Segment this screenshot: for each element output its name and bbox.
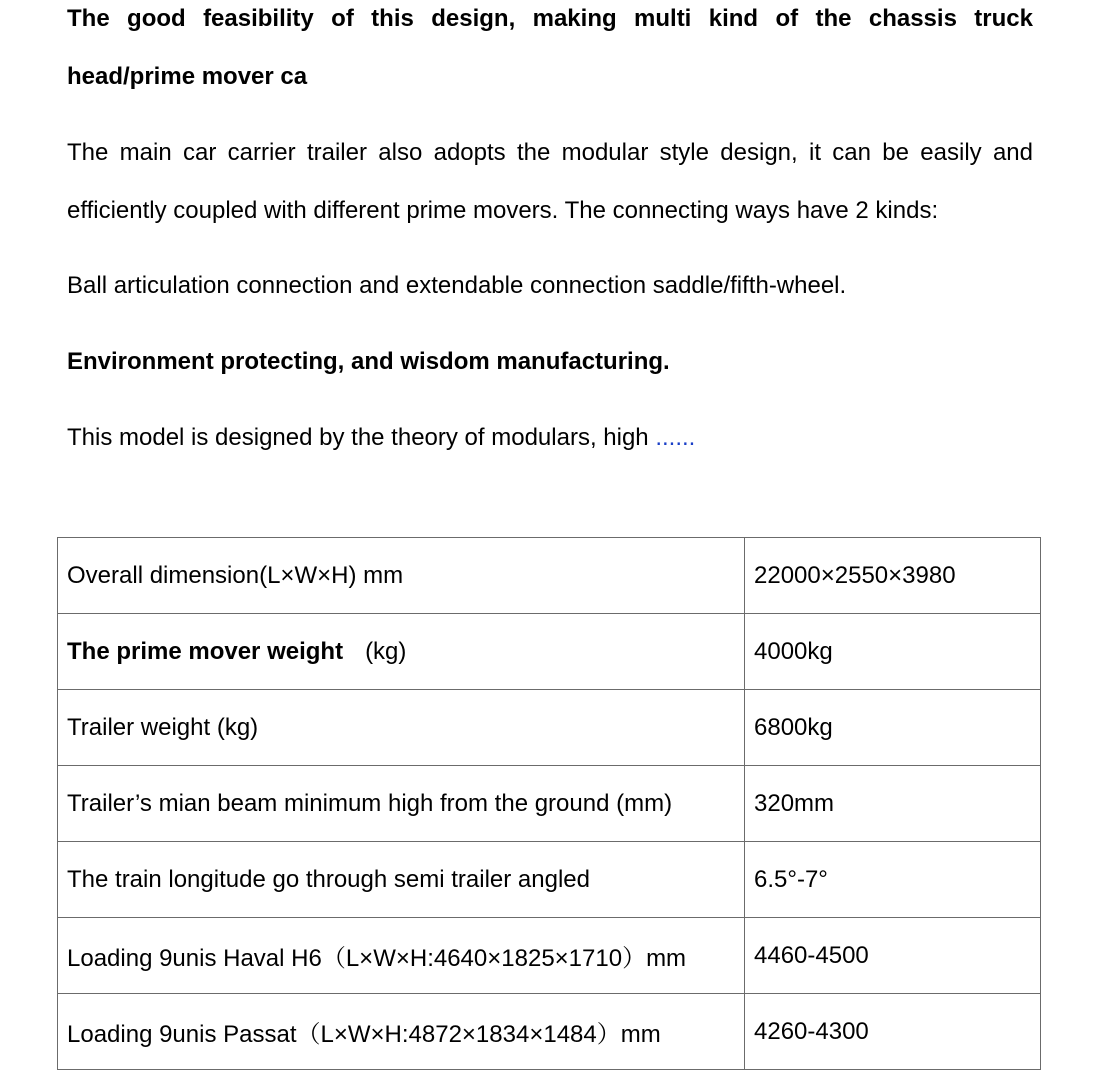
specification-table: [57, 537, 1041, 1070]
spec-value: 22000×2550×3980: [745, 538, 1041, 614]
spec-value: 4260-4300: [745, 994, 1041, 1070]
table-row: [58, 538, 1041, 614]
spec-label: The train longitude go through semi trailer angled: [58, 842, 745, 918]
spec-value: 320mm: [745, 766, 1041, 842]
spec-label-cell: [58, 614, 745, 690]
table-row: [58, 994, 1041, 1070]
spec-label: Loading 9unis Passat（L×W×H:4872×1834×1484）mm: [58, 994, 745, 1070]
table-row: [58, 918, 1041, 994]
spec-label: Loading 9unis Haval H6（L×W×H:4640×1825×1710）mm: [58, 918, 745, 994]
spec-label: Trailer weight (kg): [58, 690, 745, 766]
paragraph-modulars: [67, 409, 1033, 467]
table-row: [58, 614, 1041, 690]
spec-label: The prime mover weight: [67, 637, 344, 665]
paragraph-modular-design: The main car carrier trailer also adopts the modular style design, it can be easily and efficiently coupled with different prime movers. The connecting ways have 2 kinds:: [67, 139, 1033, 224]
paragraph-modulars-text: This model is designed by the theory of modulars, high: [67, 424, 656, 451]
spec-unit: (kg): [365, 637, 407, 665]
ellipsis-link[interactable]: ......: [655, 424, 696, 451]
table-row: [58, 766, 1041, 842]
heading-environment: Environment protecting, and wisdom manufacturing.: [67, 348, 670, 375]
table-row: [58, 690, 1041, 766]
spec-value: 4460-4500: [745, 918, 1041, 994]
spec-label: Overall dimension(L×W×H) mm: [58, 538, 745, 614]
spec-label: Trailer’s mian beam minimum high from the ground (mm): [58, 766, 745, 842]
spec-value: 4000kg: [745, 614, 1041, 690]
table-row: [58, 842, 1041, 918]
paragraph-connection-types: Ball articulation connection and extendable connection saddle/fifth-wheel.: [67, 272, 847, 299]
spec-value: 6800kg: [745, 690, 1041, 766]
spec-value: 6.5°-7°: [745, 842, 1041, 918]
heading-feasibility: The good feasibility of this design, making multi kind of the chassis truck head/prime mover ca: [67, 5, 1033, 90]
